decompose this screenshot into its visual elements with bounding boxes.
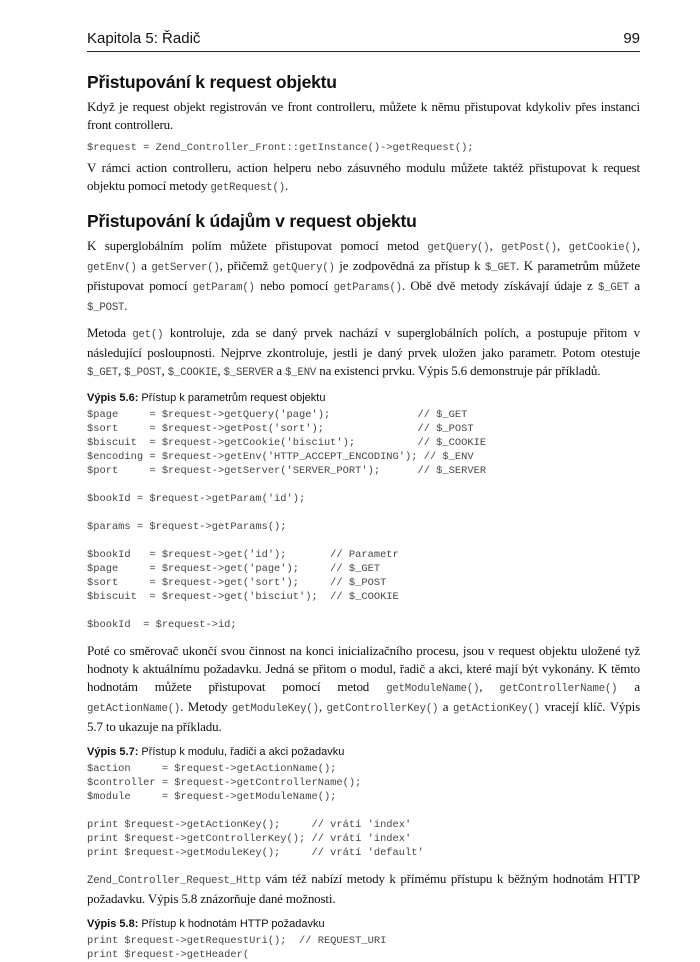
code-line: print $request->getActionKey(); // vrátí 'index'	[87, 819, 412, 831]
code-line: $module = $request->getModuleName();	[87, 791, 337, 803]
inline-code: getRequest()	[210, 182, 285, 194]
code-line: $controller = $request->getControllerName();	[87, 777, 362, 789]
code-line: $action = $request->getActionName();	[87, 763, 337, 775]
code-line: $bookId = $request->getParam('id');	[87, 493, 306, 505]
code-line: $sort = $request->get('sort'); // $_POST	[87, 577, 387, 589]
code-line: print $request->getRequestUri(); // REQUEST_URI	[87, 935, 387, 947]
code-line: $encoding = $request->getEnv('HTTP_ACCEPT_ENCODING'); // $_ENV	[87, 451, 474, 463]
code-line: $sort = $request->getPost('sort'); // $_POST	[87, 423, 474, 435]
code-line: print $request->getControllerKey(); // vrátí 'index'	[87, 833, 412, 845]
section-heading-request-object: Přistupování k request objektu	[87, 72, 337, 92]
code-listing-5-8	[87, 934, 640, 962]
page-number: 99	[623, 30, 640, 47]
code-line	[87, 478, 640, 492]
code-listing-5-6	[87, 408, 640, 632]
running-header	[87, 30, 640, 52]
paragraph: Metoda get() kontroluje, zda se daný prvek nachází v superglobálních polích, a postupuje přitom v následující posloupnosti. Nejprve zkontroluje, jestli je daný prvek uložen jako parametr. Potom otestuje $_GET, $_POST, $_COOKIE, $_SERVER a $_ENV na existenci prvku. Výpis 5.6 demonstruje pár příkladů.	[87, 325, 640, 379]
code-line	[87, 506, 640, 520]
code-line: $bookId = $request->get('id'); // Parametr	[87, 549, 399, 561]
listing-caption-5-7: Výpis 5.7: Přístup k modulu, řadiči a akci požadavku	[87, 746, 345, 758]
code-line: $biscuit = $request->get('bisciut'); // $_COOKIE	[87, 591, 399, 603]
section-heading-request-data: Přistupování k údajům v request objektu	[87, 211, 417, 231]
paragraph: K superglobálním polím můžete přistupovat pomocí metod getQuery(), getPost(), getCookie(), getEnv() a getServer(), přičemž getQuery() je zodpovědná za přístup k $_GET. K parametrům můžete přistupovat pomocí getParam() nebo pomocí getParams(). Obě dvě metody získávají údaje z $_GET a $_POST.	[87, 238, 641, 314]
code-line: $request = Zend_Controller_Front::getInstance()->getRequest();	[87, 142, 474, 154]
code-line: $port = $request->getServer('SERVER_PORT'); // $_SERVER	[87, 465, 487, 477]
code-line: $page = $request->get('page'); // $_GET	[87, 563, 381, 575]
code-line	[87, 534, 640, 548]
code-line: $page = $request->getQuery('page'); // $_GET	[87, 409, 468, 421]
code-line: print $request->getModuleKey(); // vrátí 'default'	[87, 847, 424, 859]
chapter-title: Kapitola 5: Řadič	[87, 30, 201, 47]
listing-caption-5-8: Výpis 5.8: Přístup k hodnotám HTTP požadavku	[87, 918, 325, 930]
code-line	[87, 804, 640, 818]
code-listing-5-7	[87, 762, 640, 860]
paragraph: Když je request objekt registrován ve front controlleru, můžete k němu přistupovat kdykoliv přes instanci front controlleru.	[87, 99, 640, 132]
paragraph: V rámci action controlleru, action helperu nebo zásuvného modulu můžete taktéž přistupovat k request objektu pomocí metody getRequest().	[87, 160, 640, 194]
code-line	[87, 604, 640, 618]
listing-caption-5-6: Výpis 5.6: Přístup k parametrům request objektu	[87, 392, 326, 404]
code-line: $bookId = $request->id;	[87, 619, 237, 631]
code-line: $params = $request->getParams();	[87, 521, 287, 533]
code-line: $biscuit = $request->getCookie('bisciut'); // $_COOKIE	[87, 437, 487, 449]
paragraph: Poté co směrovač ukončí svou činnost na konci inicializačního procesu, jsou v request objektu uložené tyž hodnoty k aktuálnímu požadavku. Jedná se přitom o modul, řadič a akci, které mají být vykonány. K těmto hodnotám můžete přistupovat pomocí metod getModuleName(), getControllerName() a getActionName(). Metody getModuleKey(), getControllerKey() a getActionKey() vracejí klíč. Výpis 5.7 to ukazuje na příkladu.	[87, 643, 641, 734]
code-line: print $request->getHeader(	[87, 949, 250, 961]
paragraph: Zend_Controller_Request_Http vám též nabízí metody k přímému přístupu k běžným hodnotám HTTP požadavku. Výpis 5.8 znázorňuje dané možnosti.	[87, 871, 640, 906]
